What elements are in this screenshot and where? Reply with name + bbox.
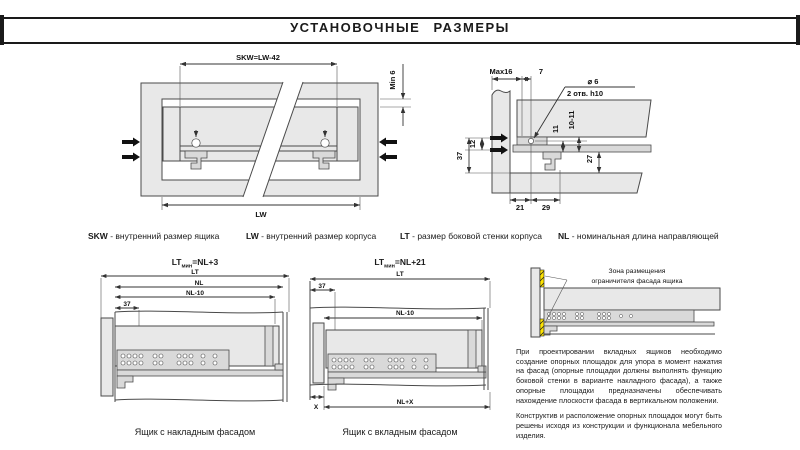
legend-nl-desc: - номинальная длина направляющей	[569, 231, 719, 241]
dim-min6-label: Min 6	[388, 70, 397, 90]
dim-nl10-label: NL-10	[185, 290, 205, 297]
legend-nl	[558, 231, 719, 241]
legend-lw-term: LW	[246, 231, 259, 241]
legend-skw	[88, 231, 219, 241]
dim-10-11-label: 10-11	[567, 110, 576, 130]
drawing-overlay-front-caption: Ящик с накладным фасадом	[134, 427, 256, 437]
dim-nlx-label: NL+X	[396, 399, 414, 406]
legend-lt	[400, 231, 542, 241]
drawing-cabinet-width-section	[85, 50, 425, 225]
legend-lw	[246, 231, 376, 241]
inset-front-shapes	[310, 281, 488, 400]
title-prefix: LT	[374, 257, 385, 267]
dim-max16-label: Max16	[489, 67, 513, 76]
title-sub: мин	[181, 263, 193, 270]
legend-lt-desc: - размер боковой стенки корпуса	[409, 231, 542, 241]
design-note-paragraph-2: Конструктив и расположение опорных площадок могут быть решены исходя из конструкции и функционала мебельного изделия.	[516, 411, 722, 440]
limiter-zone-note-line2: ограничителя фасада ящика	[591, 278, 683, 285]
dim-21-label: 21	[515, 203, 525, 212]
dim-27-label: 27	[585, 154, 594, 164]
title-prefix: LT	[171, 257, 182, 267]
title-suffix: =NL+21	[394, 257, 426, 267]
dim-7-label: 7	[538, 67, 544, 76]
legend-nl-term: NL	[558, 231, 570, 241]
dim-37-label: 37	[123, 301, 131, 308]
design-note-paragraph-1: При проектировании вкладных ящиков необходимо создание опорных площадок для упора в момент нажатия на фасад (опорные площадки должны выполнять функцию боковой стенки в варианте накладного фасада), а также опорные площадки предназначены обеспечивать нахождение плоскости фасада в вертикальном положении.	[516, 347, 722, 405]
title-sub: мин	[384, 263, 395, 270]
dim-nl-label: NL	[194, 280, 204, 287]
legend-skw-desc: - внутренний размер ящика	[107, 231, 220, 241]
drawing-side-mount-section	[455, 52, 653, 220]
drawing-overlay-front	[95, 263, 295, 420]
legend-skw-term: SKW	[88, 231, 108, 241]
dim-lt-label: LT	[396, 271, 404, 278]
dim-min6	[380, 64, 411, 126]
dim-11-label: 11	[551, 125, 560, 133]
header-rule-top	[0, 17, 800, 19]
dim-skw-label: SKW=LW-42	[236, 53, 280, 62]
dim-lw-label: LW	[255, 210, 267, 219]
dim-diameter-label: ⌀ 6	[587, 77, 599, 86]
drawing-limiter-zone	[515, 262, 722, 342]
slide-profile	[543, 152, 561, 170]
drawing-inset-front	[300, 268, 500, 414]
legend-lw-desc: - внутренний размер корпуса	[258, 231, 377, 241]
title-suffix: =NL+3	[192, 257, 219, 267]
limiter-zone-note-line1: Зона размещения	[608, 268, 666, 275]
design-notes	[516, 347, 722, 446]
legend-lt-term: LT	[400, 231, 410, 241]
dim-12-label: 12	[468, 139, 477, 149]
dim-29-label: 29	[541, 203, 551, 212]
side-section-shapes	[492, 90, 651, 193]
header-rule-bottom	[0, 42, 800, 44]
drawing-inset-front-caption: Ящик с вкладным фасадом	[342, 427, 458, 437]
dim-37-label: 37	[455, 151, 464, 161]
dim-37-label: 37	[318, 283, 326, 290]
page-title: УСТАНОВОЧНЫЕ РАЗМЕРЫ	[290, 20, 510, 35]
dim-holes-label: 2 отв. h10	[567, 89, 604, 98]
dim-lt-label: LT	[191, 269, 199, 276]
dim-x-label: X	[313, 404, 319, 411]
dim-nl10-label: NL-10	[395, 310, 415, 317]
